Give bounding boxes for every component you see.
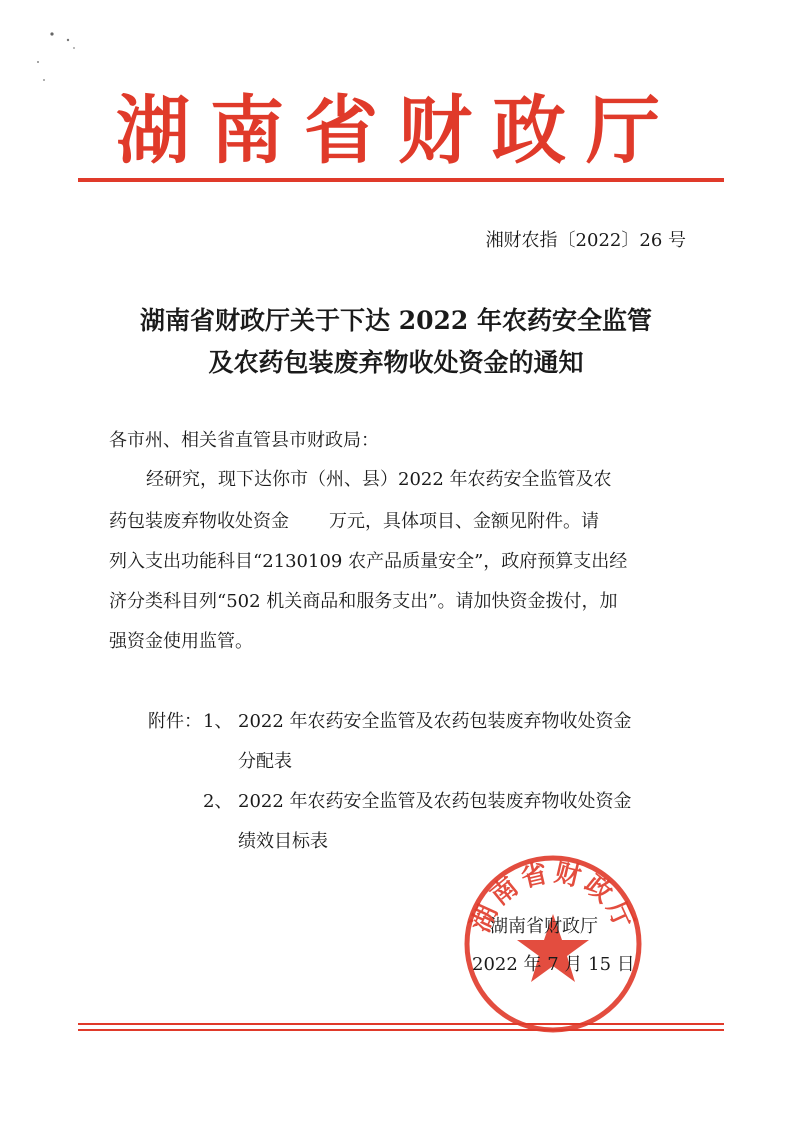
attachment-1-line-2: 分配表	[238, 751, 292, 772]
body-line-3: 列入支出功能科目“2130109 农产品质量安全”，政府预算支出经	[109, 551, 628, 572]
bottom-red-rule-2	[78, 1029, 724, 1031]
document-title-line-2: 及农药包装废弃物收处资金的通知	[208, 348, 584, 377]
signature-date: 2022 年 7 月 15 日	[472, 954, 635, 975]
salutation: 各市州、相关省直管县市财政局：	[109, 430, 379, 451]
attachment-1-number: 1、	[203, 711, 233, 732]
attachment-2-line-1: 2022 年农药安全监管及农药包装废弃物收处资金	[238, 791, 632, 812]
attachment-2-line-2: 绩效目标表	[238, 831, 328, 852]
bottom-red-rule-1	[78, 1023, 724, 1025]
document-title-line-1: 湖南省财政厅关于下达 2022 年农药安全监管	[140, 306, 652, 335]
body-line-2-part-a: 药包装废弃物收处资金	[109, 511, 289, 532]
body-line-5: 强资金使用监管。	[109, 631, 253, 652]
attachment-2-number: 2、	[203, 791, 233, 812]
seal-text: 湖南省财政厅	[465, 857, 641, 937]
signature-org: 湖南省财政厅	[490, 916, 598, 937]
body-line-2-part-b: 万元，具体项目、金额见附件。请	[329, 511, 599, 532]
scan-specks	[30, 20, 90, 90]
top-red-rule	[78, 178, 724, 182]
issuer-header: 湖南省财政厅	[116, 88, 680, 174]
official-seal	[461, 852, 645, 1036]
document-number: 湘财农指〔2022〕26 号	[485, 230, 686, 251]
body-line-4: 济分类科目列“502 机关商品和服务支出”。请加快资金拨付，加	[109, 591, 618, 612]
body-line-1: 经研究，现下达你市（州、县）2022 年农药安全监管及农	[146, 469, 612, 490]
attachment-label: 附件：	[148, 711, 202, 732]
attachment-1-line-1: 2022 年农药安全监管及农药包装废弃物收处资金	[238, 711, 632, 732]
body-line-2	[109, 510, 599, 534]
